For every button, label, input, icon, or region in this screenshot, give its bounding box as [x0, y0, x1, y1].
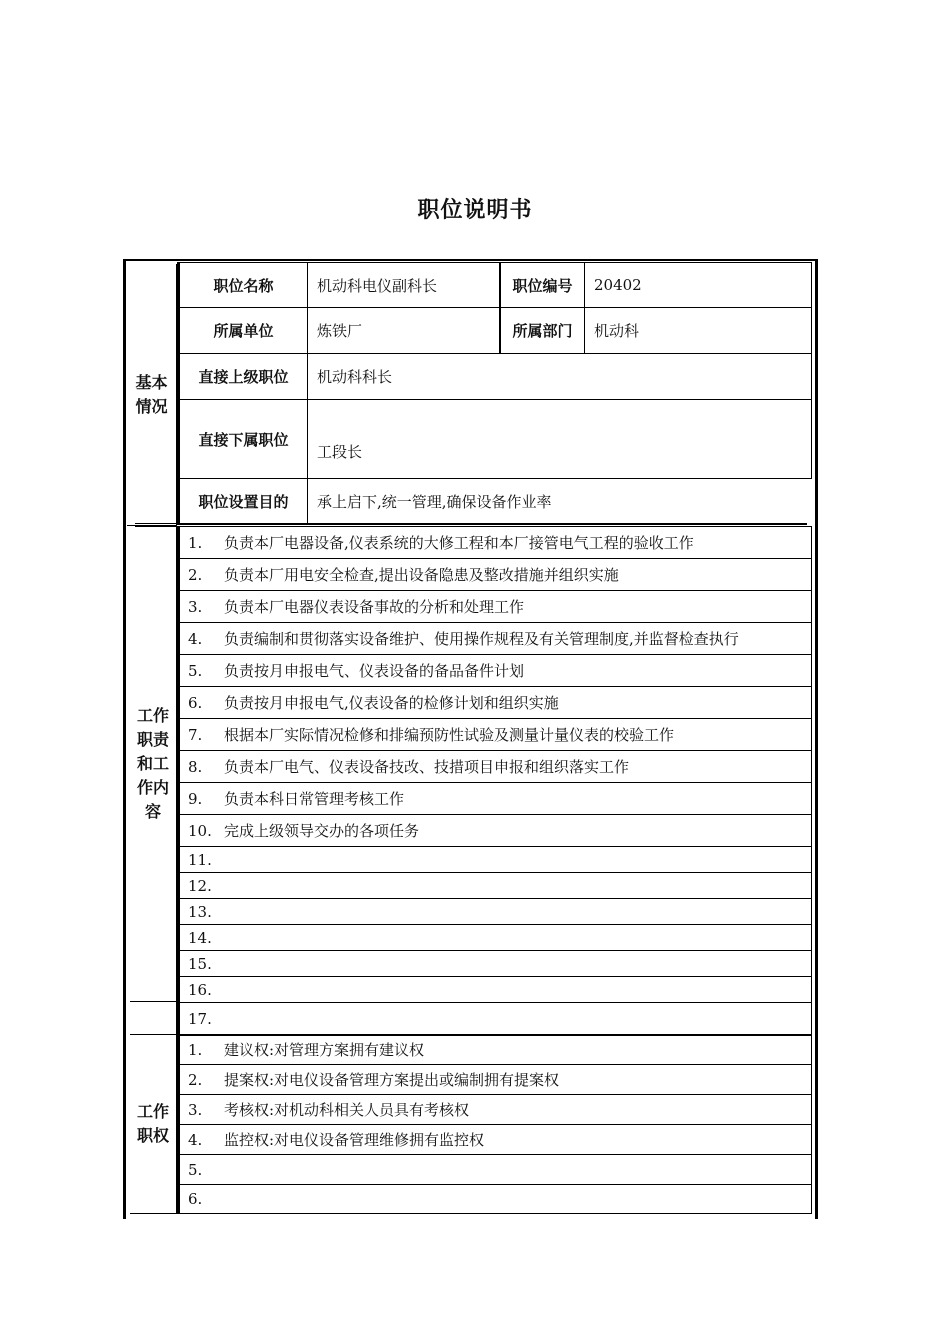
duty-item-text: 负责本厂电气、仪表设备技改、技措项目申报和组织落实工作: [224, 758, 630, 776]
duty-item-number: 15.: [188, 954, 212, 973]
purpose-value: 承上启下,统一管理,确保设备作业率: [307, 478, 807, 525]
department-label: 所属部门: [499, 307, 585, 354]
duty-item-number: 6.: [188, 693, 203, 712]
duty-item-number: 5.: [188, 661, 203, 680]
duty-item-number: 3.: [188, 597, 203, 616]
authority-item-number: 4.: [188, 1130, 203, 1149]
authority-item-number: 6.: [188, 1190, 203, 1208]
duty-row: [177, 950, 812, 977]
duty-item-number: 13.: [188, 902, 212, 921]
duty-row: [177, 976, 812, 1003]
section-label-duties: [130, 527, 177, 1002]
authority-row: [177, 1124, 812, 1155]
duty-row: [177, 846, 812, 873]
duty-item-number: 12.: [188, 876, 212, 895]
duty-row: [177, 526, 812, 559]
authority-item-text: 考核权:对机动科相关人员具有考核权: [224, 1101, 470, 1119]
position-name-value: 机动科电仪副科长: [307, 262, 500, 308]
duty-item-text: 负责按月申报电气,仪表设备的检修计划和组织实施: [224, 694, 559, 712]
duty-row: [177, 898, 812, 925]
duty-item-number: 9.: [188, 789, 203, 808]
authority-item-text: 提案权:对电仪设备管理方案提出或编制拥有提案权: [224, 1071, 560, 1089]
authority-row: [177, 1154, 812, 1185]
page-title: 职位说明书: [417, 198, 533, 223]
duty-item-text: 负责本厂用电安全检查,提出设备隐患及整改措施并组织实施: [224, 566, 619, 584]
direct-superior-value: 机动科科长: [307, 353, 812, 400]
duty-row: [177, 654, 812, 687]
position-code-value: 20402: [584, 262, 812, 308]
authority-row: [177, 1184, 812, 1214]
section-label-basic: [127, 264, 177, 526]
duty-row: [177, 1002, 812, 1036]
authority-row: [177, 1034, 812, 1065]
direct-subordinate-value: [307, 399, 812, 479]
position-name-label: 职位名称: [177, 262, 308, 308]
position-code-label: 职位编号: [499, 262, 585, 308]
duty-row: [177, 782, 812, 815]
authority-row: [177, 1094, 812, 1125]
authority-row: [177, 1064, 812, 1095]
duty-item-number: 4.: [188, 629, 203, 648]
purpose-label: 职位设置目的: [177, 478, 308, 525]
section-label-basic-line1: 基本: [135, 372, 168, 392]
department-value: 机动科: [584, 307, 812, 354]
duty-item-number: 2.: [188, 565, 203, 584]
duty-item-number: 7.: [188, 725, 203, 744]
duty-item-text: 完成上级领导交办的各项任务: [224, 822, 420, 840]
duty-item-number: 8.: [188, 757, 203, 776]
authority-item-number: 1.: [188, 1040, 203, 1059]
duty-row: [177, 872, 812, 899]
duty-row: [177, 814, 812, 847]
duty-item-text: 负责本厂电器设备,仪表系统的大修工程和本厂接管电气工程的验收工作: [224, 534, 694, 552]
authority-item-text: 建议权:对管理方案拥有建议权: [224, 1041, 425, 1059]
section-label-duties-tail: [130, 1001, 177, 1035]
section-label-basic-line2: 情况: [135, 396, 168, 416]
section-label-duties-text: 工作职责和工作内容: [136, 706, 169, 821]
authority-item-number: 3.: [188, 1100, 203, 1119]
authority-item-number: 2.: [188, 1070, 203, 1089]
direct-superior-label: 直接上级职位: [177, 353, 308, 400]
duty-item-text: 负责本厂电器仪表设备事故的分析和处理工作: [224, 598, 525, 616]
duty-item-text: 负责编制和贯彻落实设备维护、使用操作规程及有关管理制度,并监督检查执行: [224, 630, 739, 648]
direct-subordinate-label: 直接下属职位: [177, 399, 308, 479]
unit-value: 炼铁厂: [307, 307, 500, 354]
duty-item-text: 负责按月申报电气、仪表设备的备品备件计划: [224, 662, 525, 680]
section-label-authority-text: 工作职权: [136, 1102, 169, 1145]
duty-row: [177, 924, 812, 951]
duty-item-number: 17.: [188, 1010, 212, 1028]
direct-subordinate-text: 工段长: [317, 443, 363, 461]
duty-item-text: 负责本科日常管理考核工作: [224, 790, 405, 808]
duty-row: [177, 622, 812, 655]
duty-item-number: 11.: [188, 850, 212, 869]
authority-item-number: 5.: [188, 1160, 203, 1179]
duty-row: [177, 686, 812, 719]
authority-item-text: 监控权:对电仪设备管理维修拥有监控权: [224, 1131, 485, 1149]
duty-item-number: 14.: [188, 928, 212, 947]
section-label-authority: [130, 1034, 177, 1214]
duty-row: [177, 558, 812, 591]
duty-item-text: 根据本厂实际情况检修和排编预防性试验及测量计量仪表的校验工作: [224, 726, 675, 744]
duty-item-number: 1.: [188, 533, 203, 552]
duty-row: [177, 718, 812, 751]
unit-label: 所属单位: [177, 307, 308, 354]
duty-row: [177, 750, 812, 783]
duty-item-number: 16.: [188, 980, 212, 999]
duty-row: [177, 590, 812, 623]
duty-item-number: 10.: [188, 821, 212, 840]
